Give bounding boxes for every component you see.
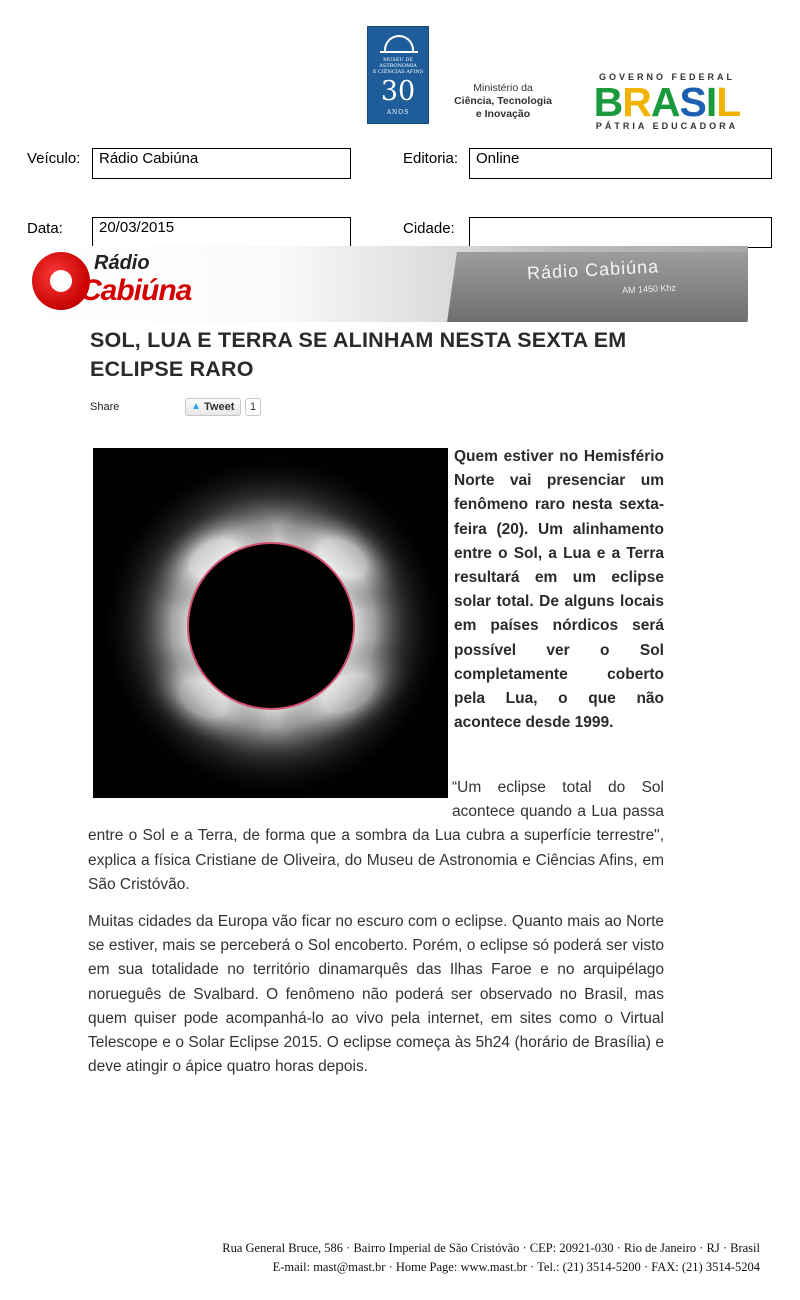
mast-logo-anos: ANOS	[386, 109, 410, 116]
mast-logo-line-2: ASTRONOMIA	[379, 63, 417, 69]
twitter-bird-icon: ▲	[191, 401, 201, 412]
governo-federal-logo	[584, 72, 750, 132]
article-paragraph-2-text: “Um eclipse total do Sol acontece quando a Lua passa entre o Sol e a Terra, de forma que a sombra da Lua cubra a superfície terrestre", explica a física Cristiane de Oliveira, do Museu de Astronomia e Ciências Afins, em São Cristóvão.	[88, 779, 664, 893]
veiculo-label: Veículo:	[27, 150, 81, 167]
logo-base-line	[380, 51, 418, 53]
solar-eclipse-image	[93, 448, 448, 798]
ministerio-line-1: Ministério da	[473, 82, 533, 94]
veiculo-field: Rádio Cabiúna	[92, 148, 351, 179]
brasil-letter: I	[705, 79, 717, 125]
tweet-button[interactable]	[185, 398, 241, 416]
ministerio-logo	[440, 82, 566, 121]
logo-cabiuna-word: Cabiúna	[80, 274, 192, 307]
article-paragraph-3: Muitas cidades da Europa vão ficar no escuro com o eclipse. Quanto mais ao Norte se estiver, mais se perceberá o Sol encoberto. Porém, o eclipse só poderá ser visto em sua totalidade no território dinamarquês das Ilhas Faroe e no arquipélago norueguês de Svalbard. O fenômeno não poderá ser observado no Brasil, mas quem quiser pode acompanhá-lo ao vivo pela internet, em sites como o Virtual Telescope e o Solar Eclipse 2015. O eclipse começa às 5h24 (horário de Brasília) e deve atingir o ápice quatro horas depois.	[88, 913, 664, 1076]
radio-cabiuna-logo	[22, 248, 222, 318]
data-field: 20/03/2015	[92, 217, 351, 248]
brasil-letter: R	[622, 79, 651, 125]
logo-radio-word: Rádio	[94, 252, 150, 274]
article-paragraph-2	[88, 776, 664, 897]
footer-address	[222, 1239, 760, 1277]
solar-eclipse-photo	[93, 448, 448, 798]
brasil-letter: B	[593, 79, 623, 125]
cidade-label: Cidade:	[403, 220, 455, 237]
article-headline: SOL, LUA E TERRA SE ALINHAM NESTA SEXTA EM ECLIPSE RARO	[90, 328, 627, 381]
data-label: Data:	[27, 220, 63, 237]
mast-logo-line-3: E CIÊNCIAS AFINS	[372, 69, 424, 75]
share-label: Share	[90, 401, 120, 413]
editoria-field: Online	[469, 148, 772, 179]
mast-logo-line-1: MUSEU DE	[383, 57, 413, 63]
brasil-letter: L	[716, 79, 741, 125]
footer-line-2: E-mail: mast@mast.br · Home Page: www.mast.br · Tel.: (21) 3514-5200 · FAX: (21) 3514-5204	[272, 1260, 760, 1274]
ministerio-line-2: Ciência, Tecnologia	[454, 95, 552, 107]
building-frequency: AM 1450 Khz	[621, 282, 677, 296]
cidade-field	[469, 217, 772, 248]
mast-30-anos-logo	[367, 26, 429, 124]
brasil-letter: S	[679, 79, 706, 125]
patria-educadora-text: PÁTRIA EDUCADORA	[595, 121, 739, 131]
mast-logo-number: 30	[380, 76, 416, 107]
tweet-count: 1	[245, 398, 261, 416]
footer-line-1: Rua General Bruce, 586 · Bairro Imperial de São Cristóvão · CEP: 20921-030 · Rio de Janeiro · RJ · Brasil	[222, 1241, 760, 1255]
ministerio-line-3: e Inovação	[475, 108, 531, 120]
observatory-dome-icon	[384, 35, 414, 51]
building-sign: Rádio Cabiúna	[526, 256, 660, 284]
radio-cabiuna-banner	[22, 246, 748, 322]
article-lead-paragraph: Quem estiver no Hemisfério Norte vai presenciar um fenômeno raro nesta sexta-feira (20). Um alinhamento entre o Sol, a Lua e a Terra resultará em um eclipse solar total. De alguns locais em países nórdicos será possível ver o Sol completamente coberto pela Lua, o que não acontece desde 1999.	[454, 448, 664, 732]
brasil-letter: A	[650, 79, 680, 125]
tweet-button-label: Tweet	[204, 401, 235, 413]
image-wrap-spacer	[88, 776, 452, 824]
editoria-label: Editoria:	[403, 150, 459, 167]
governo-federal-text: GOVERNO FEDERAL	[598, 72, 735, 82]
brasil-wordmark	[584, 79, 750, 125]
